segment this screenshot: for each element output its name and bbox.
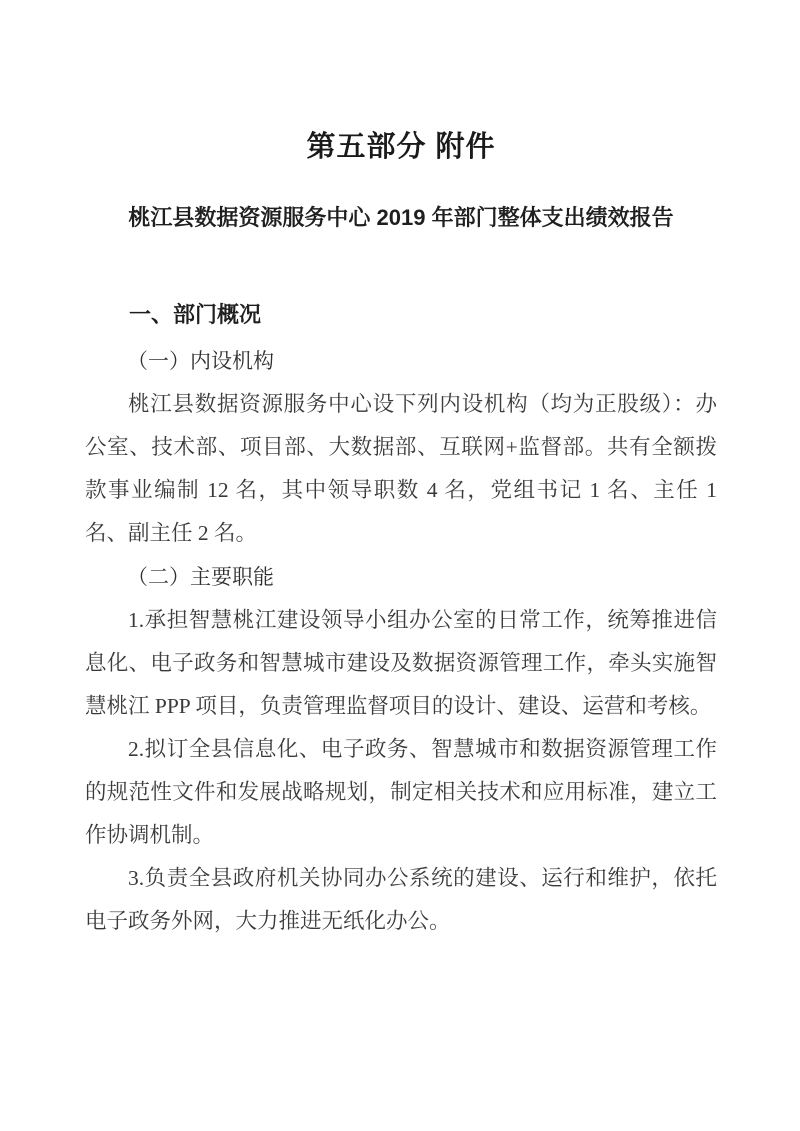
paragraph-function-1: 1.承担智慧桃江建设领导小组办公室的日常工作，统筹推进信息化、电子政务和智慧城市建设及数据资源管理工作，牵头实施智慧桃江 PPP 项目，负责管理监督项目的设计、建设、运营和考核。 [85,608,717,718]
paragraph-function-2: 2.拟订全县信息化、电子政务、智慧城市和数据资源管理工作的规范性文件和发展战略规划，制定相关技术和应用标准，建立工作协调机制。 [85,737,717,847]
paragraph-function-3: 3.负责全县政府机关协同办公系统的建设、运行和维护，依托电子政务外网，大力推进无纸化办公。 [85,866,717,933]
document-title: 第五部分 附件 [306,131,496,163]
section-heading-department-overview: 一、部门概况 [129,302,262,327]
subsection-heading-internal-structure: （一）内设机构 [127,349,274,373]
paragraph-internal-structure: 桃江县数据资源服务中心设下列内设机构（均为正股级）：办公室、技术部、项目部、大数据部、互联网+监督部。共有全额拨款事业编制 12 名，其中领导职数 4 名，党组书记 1 名、主任 1 名、副主任 2 名。 [85,392,717,545]
document-subtitle: 桃江县数据资源服务中心 2019 年部门整体支出绩效报告 [128,205,674,230]
subsection-heading-main-functions: （二）主要职能 [127,565,274,589]
